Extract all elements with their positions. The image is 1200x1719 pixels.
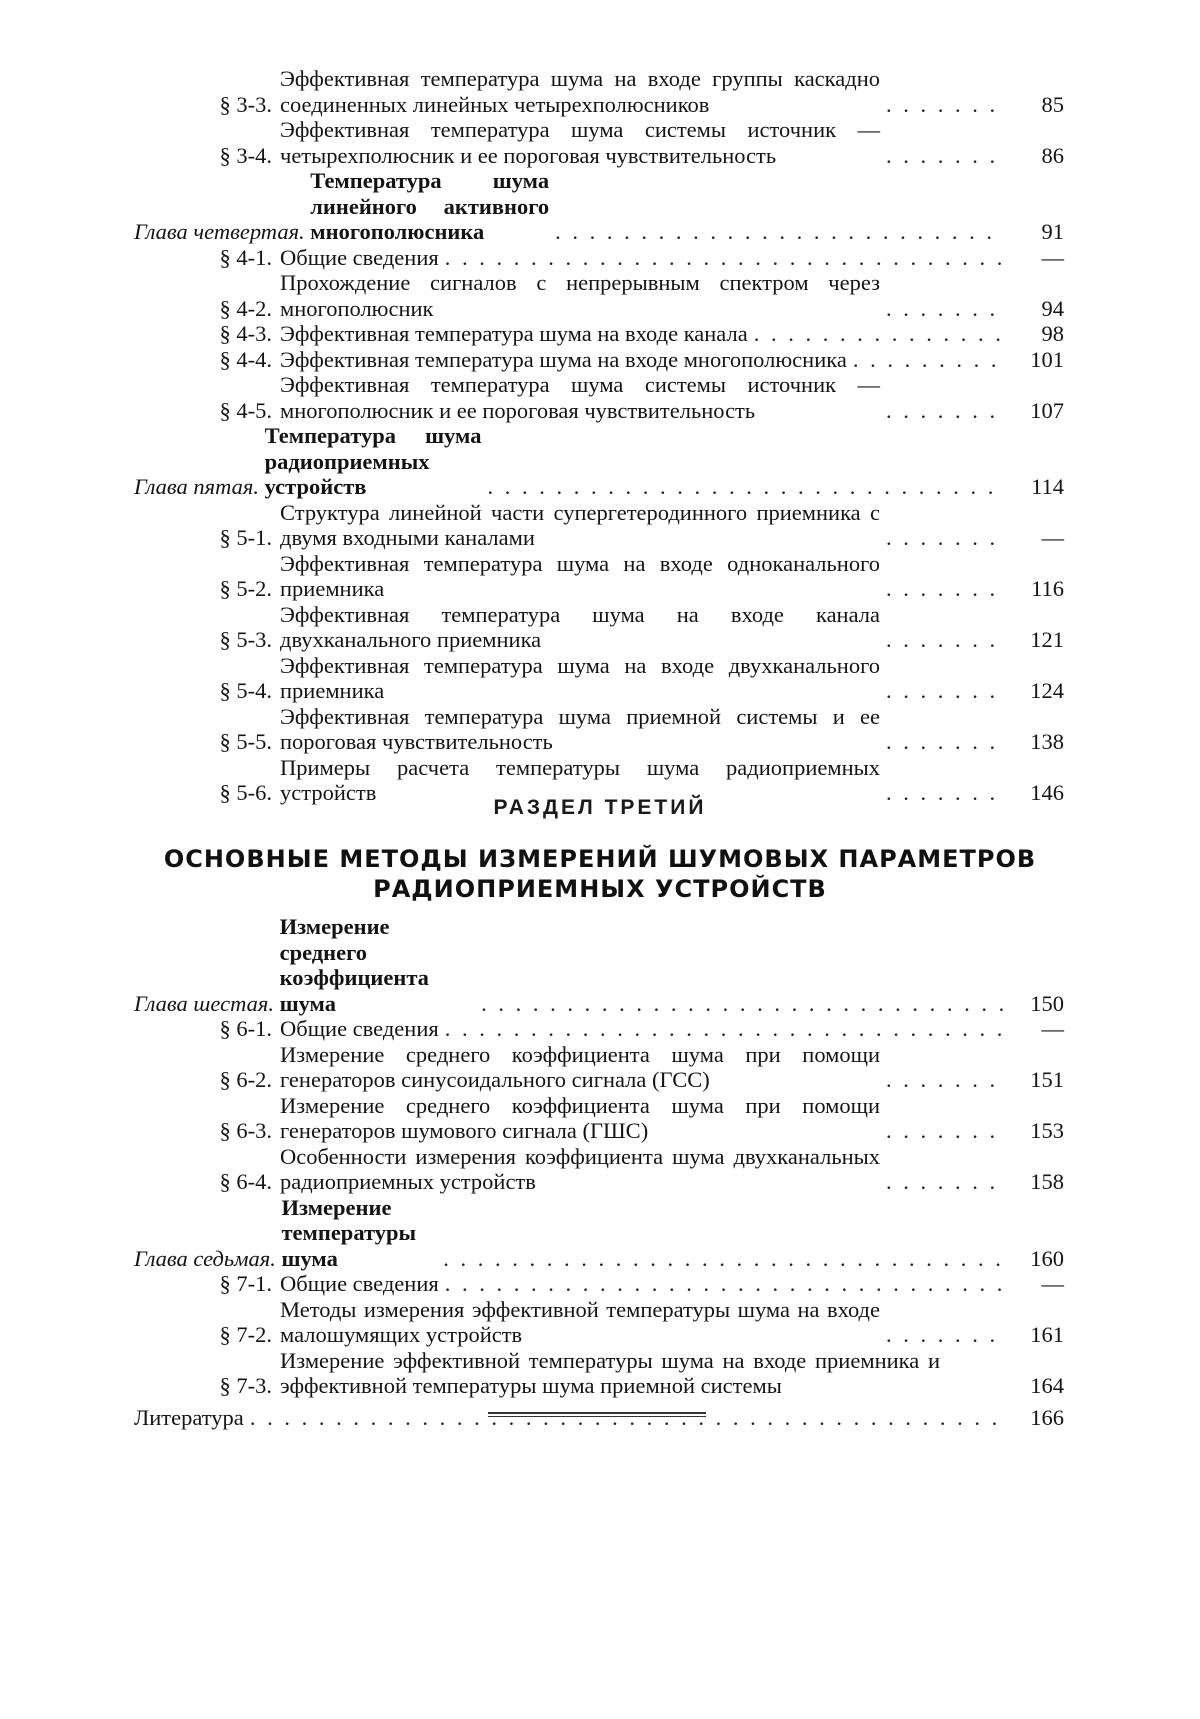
section-number: § 7-2. <box>219 1322 272 1347</box>
toc-entry[interactable] <box>134 551 1064 602</box>
toc-entry[interactable] <box>134 1144 1064 1195</box>
page-number: — <box>1041 244 1064 270</box>
chapter-title: Температура шума радиоприемных устройств <box>264 423 482 499</box>
page-number: 116 <box>1031 576 1064 601</box>
page-number: — <box>1041 525 1064 550</box>
section-number: § 6-2. <box>219 1067 272 1092</box>
part-title-line-2: РАДИОПРИЕМНЫХ УСТРОЙСТВ <box>373 875 827 903</box>
entry-title: Примеры расчета температуры шума радиоприемных устройств <box>280 754 880 805</box>
toc-entry[interactable] <box>134 1016 1064 1042</box>
section-number: § 4-4. <box>219 346 272 372</box>
section-number: § 4-5. <box>219 397 272 423</box>
toc-entry[interactable] <box>134 653 1064 704</box>
entry-title: Эффективная температура шума на входе канала двухканального приемника <box>280 601 880 652</box>
page-number: 164 <box>1030 1373 1064 1398</box>
entry-title: Эффективная температура шума на входе группы каскадно соединенных линейных четырехполюсников <box>280 66 880 117</box>
section-number: § 4-1. <box>219 244 272 270</box>
entry-title: Структура линейной части супергетеродинного приемника с двумя входными каналами <box>280 499 880 550</box>
chapter-label: Глава пятая. <box>134 474 259 499</box>
page-number: 86 <box>1041 142 1064 168</box>
section-number: § 5-3. <box>219 627 272 652</box>
entry-title: Эффективная температура шума на входе многополюсника <box>280 346 847 372</box>
toc-entry[interactable] <box>134 704 1064 755</box>
page-number: — <box>1041 1271 1064 1296</box>
page-number: 153 <box>1030 1118 1064 1143</box>
chapter-title: Температура шума линейного активного многополюсника <box>310 168 550 244</box>
toc-entry[interactable] <box>134 1042 1064 1093</box>
toc-chapter[interactable] <box>134 423 1064 500</box>
page-number: 151 <box>1030 1067 1064 1092</box>
toc-chapter[interactable] <box>134 1195 1064 1272</box>
page-number: 114 <box>1031 474 1064 499</box>
toc-entry[interactable] <box>134 245 1064 271</box>
toc-entry[interactable] <box>134 321 1064 347</box>
page-number: 138 <box>1030 729 1064 754</box>
page-number: 91 <box>1041 219 1064 244</box>
chapter-title: Измерение температуры шума <box>281 1194 417 1271</box>
literature-title: Литература <box>134 1404 244 1430</box>
toc-part-2 <box>134 914 1064 1430</box>
entry-title: Общие сведения <box>280 1016 439 1041</box>
page-number: 166 <box>1030 1404 1064 1430</box>
toc-entry[interactable] <box>134 602 1064 653</box>
page-number: 161 <box>1030 1322 1064 1347</box>
entry-title: Измерение среднего коэффициента шума при помощи генераторов синусоидального сигнала (ГСС) <box>280 1041 880 1092</box>
toc-chapter[interactable] <box>134 168 1064 245</box>
part-title-line-1: ОСНОВНЫЕ МЕТОДЫ ИЗМЕРЕНИЙ ШУМОВЫХ ПАРАМЕТРОВ <box>163 845 1037 873</box>
toc-entry[interactable] <box>134 66 1064 117</box>
entry-title: Особенности измерения коэффициента шума двухканальных радиоприемных устройств <box>280 1143 880 1194</box>
toc-entry[interactable] <box>134 1297 1064 1348</box>
section-number: § 5-1. <box>219 525 272 550</box>
entry-title: Прохождение сигналов с непрерывным спектром через многополюсник <box>280 270 880 321</box>
page-number: 121 <box>1030 627 1064 652</box>
chapter-label: Глава шестая. <box>134 990 274 1016</box>
part-label: РАЗДЕЛ ТРЕТИЙ <box>493 796 707 819</box>
toc-entry[interactable] <box>134 372 1064 423</box>
entry-title: Общие сведения <box>280 1271 439 1296</box>
chapter-title: Измерение среднего коэффициента шума <box>279 914 429 1016</box>
toc-entry[interactable] <box>134 270 1064 321</box>
toc-chapter[interactable] <box>134 914 1064 1016</box>
page-number: 107 <box>1030 397 1064 423</box>
entry-title: Эффективная температура шума на входе двухканального приемника <box>280 652 880 703</box>
section-number: § 6-3. <box>219 1118 272 1143</box>
entry-title: Эффективная температура шума на входе одноканального приемника <box>280 550 880 601</box>
section-number: § 3-3. <box>219 91 272 117</box>
toc-entry[interactable] <box>134 347 1064 373</box>
section-number: § 5-5. <box>219 729 272 754</box>
toc-entry[interactable] <box>134 117 1064 168</box>
section-number: § 5-2. <box>219 576 272 601</box>
section-number: § 7-1. <box>219 1271 272 1296</box>
toc-entry[interactable] <box>134 1271 1064 1297</box>
section-number: § 5-4. <box>219 678 272 703</box>
entry-title: Эффективная температура шума приемной системы и ее пороговая чувствительность <box>280 703 880 754</box>
section-number: § 3-4. <box>219 142 272 168</box>
page-number: 101 <box>1030 346 1064 372</box>
entry-title: Эффективная температура шума на входе канала <box>280 321 748 346</box>
entry-title: Измерение среднего коэффициента шума при помощи генераторов шумового сигнала (ГШС) <box>280 1092 880 1143</box>
part-title <box>0 844 1200 904</box>
end-rule <box>488 1412 706 1418</box>
section-number: § 4-3. <box>219 321 272 346</box>
page-number: 146 <box>1030 780 1064 805</box>
page-number: — <box>1041 1016 1064 1041</box>
entry-title: Эффективная температура шума системы источник —четырехполюсник и ее пороговая чувствительность <box>280 117 880 168</box>
toc-entry[interactable] <box>134 1093 1064 1144</box>
entry-title: Измерение эффективной температуры шума на входе приемника и эффективной температуры шума приемной системы <box>280 1347 940 1398</box>
toc-entry[interactable] <box>134 500 1064 551</box>
section-number: § 6-4. <box>219 1169 272 1194</box>
entry-title: Эффективная температура шума системы источник — многополюсник и ее пороговая чувствительность <box>280 372 880 423</box>
section-number: § 6-1. <box>219 1016 272 1041</box>
toc-part-1 <box>134 66 1064 806</box>
section-number: § 5-6. <box>219 780 272 805</box>
entry-title: Методы измерения эффективной температуры шума на входе малошумящих устройств <box>280 1296 880 1347</box>
chapter-label: Глава четвертая. <box>134 219 305 244</box>
entry-title: Общие сведения <box>280 244 439 270</box>
page-number: 98 <box>1041 321 1064 346</box>
page-number: 85 <box>1041 91 1064 117</box>
chapter-label: Глава седьмая. <box>134 1245 276 1271</box>
page-number: 124 <box>1030 678 1064 703</box>
section-number: § 4-2. <box>219 295 272 321</box>
page-number: 150 <box>1030 990 1064 1016</box>
page-number: 94 <box>1041 295 1064 321</box>
page-number: 160 <box>1030 1245 1064 1271</box>
page-number: 158 <box>1030 1169 1064 1194</box>
toc-entry[interactable] <box>134 1348 1064 1399</box>
section-number: § 7-3. <box>219 1373 272 1398</box>
